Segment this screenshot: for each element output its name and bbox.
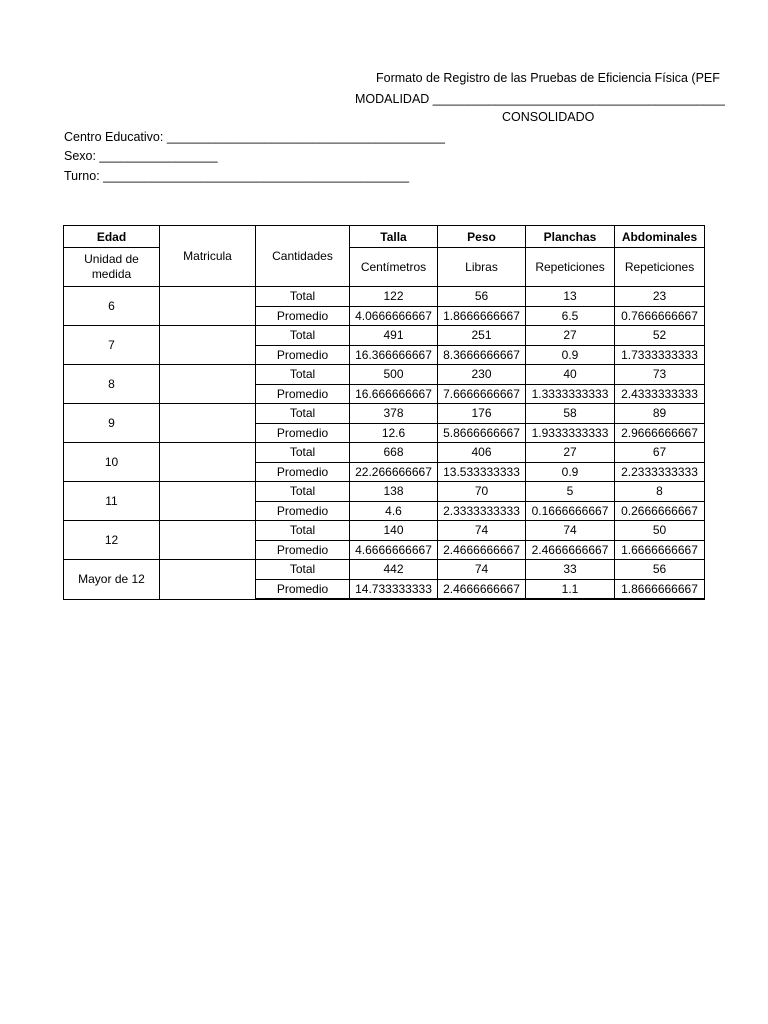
matricula-cell xyxy=(160,326,256,365)
promedio-label: Promedio xyxy=(256,540,350,560)
planchas-promedio-value: 1.9333333333 xyxy=(526,423,615,443)
total-label: Total xyxy=(256,521,350,541)
talla-unit: Centímetros xyxy=(350,248,438,287)
talla-header: Talla xyxy=(350,226,438,248)
abdominales-promedio-value: 2.4333333333 xyxy=(615,384,705,404)
planchas-total-value: 33 xyxy=(526,560,615,580)
abdominales-promedio-value: 2.9666666667 xyxy=(615,423,705,443)
abdominales-total-value: 56 xyxy=(615,560,705,580)
cantidades-header: Cantidades xyxy=(256,226,350,287)
matricula-cell xyxy=(160,560,256,600)
total-label: Total xyxy=(256,326,350,346)
peso-promedio-value: 2.4666666667 xyxy=(438,579,526,599)
peso-promedio-value: 13.533333333 xyxy=(438,462,526,482)
table-row xyxy=(64,326,705,346)
talla-promedio-value: 4.0666666667 xyxy=(350,306,438,326)
age-cell: Mayor de 12 xyxy=(64,560,160,600)
document-title: Formato de Registro de las Pruebas de Eficiencia Física (PEF xyxy=(376,71,720,85)
peso-total-value: 230 xyxy=(438,365,526,385)
abdominales-total-value: 52 xyxy=(615,326,705,346)
planchas-promedio-value: 1.1 xyxy=(526,579,615,599)
total-label: Total xyxy=(256,482,350,502)
age-cell: 12 xyxy=(64,521,160,560)
peso-promedio-value: 1.8666666667 xyxy=(438,306,526,326)
sexo-field: Sexo: _________________ xyxy=(64,149,218,163)
promedio-label: Promedio xyxy=(256,423,350,443)
total-label: Total xyxy=(256,404,350,424)
matricula-cell xyxy=(160,365,256,404)
table-row xyxy=(64,443,705,463)
abdominales-total-value: 50 xyxy=(615,521,705,541)
table-row xyxy=(64,404,705,424)
promedio-label: Promedio xyxy=(256,501,350,521)
promedio-label: Promedio xyxy=(256,462,350,482)
abdominales-promedio-value: 1.8666666667 xyxy=(615,579,705,599)
matricula-header: Matricula xyxy=(160,226,256,287)
peso-header: Peso xyxy=(438,226,526,248)
total-label: Total xyxy=(256,560,350,580)
peso-promedio-value: 2.4666666667 xyxy=(438,540,526,560)
abdominales-promedio-value: 1.7333333333 xyxy=(615,345,705,365)
talla-promedio-value: 4.6666666667 xyxy=(350,540,438,560)
talla-total-value: 491 xyxy=(350,326,438,346)
total-label: Total xyxy=(256,365,350,385)
age-cell: 11 xyxy=(64,482,160,521)
planchas-total-value: 27 xyxy=(526,443,615,463)
age-cell: 8 xyxy=(64,365,160,404)
matricula-cell xyxy=(160,404,256,443)
talla-promedio-value: 4.6 xyxy=(350,501,438,521)
table-row xyxy=(64,365,705,385)
abdominales-header: Abdominales xyxy=(615,226,705,248)
talla-total-value: 500 xyxy=(350,365,438,385)
promedio-label: Promedio xyxy=(256,384,350,404)
abdominales-promedio-value: 2.2333333333 xyxy=(615,462,705,482)
age-cell: 6 xyxy=(64,287,160,326)
planchas-promedio-value: 1.3333333333 xyxy=(526,384,615,404)
table-row xyxy=(64,560,705,580)
planchas-promedio-value: 0.9 xyxy=(526,345,615,365)
abdominales-promedio-value: 0.2666666667 xyxy=(615,501,705,521)
age-cell: 9 xyxy=(64,404,160,443)
turno-field: Turno: ____________________________________________ xyxy=(64,169,410,183)
matricula-cell xyxy=(160,287,256,326)
promedio-label: Promedio xyxy=(256,306,350,326)
planchas-total-value: 27 xyxy=(526,326,615,346)
planchas-promedio-value: 0.1666666667 xyxy=(526,501,615,521)
planchas-total-value: 74 xyxy=(526,521,615,541)
abdominales-total-value: 23 xyxy=(615,287,705,307)
age-cell: 10 xyxy=(64,443,160,482)
total-label: Total xyxy=(256,287,350,307)
peso-total-value: 176 xyxy=(438,404,526,424)
planchas-total-value: 13 xyxy=(526,287,615,307)
planchas-promedio-value: 0.9 xyxy=(526,462,615,482)
abdominales-unit: Repeticiones xyxy=(615,248,705,287)
planchas-promedio-value: 2.4666666667 xyxy=(526,540,615,560)
talla-total-value: 122 xyxy=(350,287,438,307)
edad-header: Edad xyxy=(64,226,160,248)
peso-total-value: 406 xyxy=(438,443,526,463)
header-row xyxy=(64,226,705,248)
talla-total-value: 378 xyxy=(350,404,438,424)
promedio-label: Promedio xyxy=(256,579,350,599)
talla-total-value: 442 xyxy=(350,560,438,580)
peso-promedio-value: 8.3666666667 xyxy=(438,345,526,365)
peso-promedio-value: 5.8666666667 xyxy=(438,423,526,443)
table-row xyxy=(64,521,705,541)
talla-promedio-value: 16.666666667 xyxy=(350,384,438,404)
promedio-label: Promedio xyxy=(256,345,350,365)
talla-promedio-value: 16.366666667 xyxy=(350,345,438,365)
peso-promedio-value: 2.3333333333 xyxy=(438,501,526,521)
talla-total-value: 138 xyxy=(350,482,438,502)
abdominales-promedio-value: 1.6666666667 xyxy=(615,540,705,560)
peso-promedio-value: 7.6666666667 xyxy=(438,384,526,404)
table-row xyxy=(64,287,705,307)
results-table xyxy=(63,225,705,600)
peso-total-value: 74 xyxy=(438,521,526,541)
modalidad-field: MODALIDAD __________________________________________ xyxy=(355,92,725,106)
abdominales-total-value: 8 xyxy=(615,482,705,502)
peso-total-value: 70 xyxy=(438,482,526,502)
planchas-total-value: 5 xyxy=(526,482,615,502)
table-row xyxy=(64,482,705,502)
unidad-medida-header: Unidad de medida xyxy=(64,248,160,287)
matricula-cell xyxy=(160,443,256,482)
abdominales-total-value: 67 xyxy=(615,443,705,463)
abdominales-promedio-value: 0.7666666667 xyxy=(615,306,705,326)
peso-total-value: 74 xyxy=(438,560,526,580)
centro-educativo-field: Centro Educativo: ________________________________________ xyxy=(64,130,445,144)
abdominales-total-value: 73 xyxy=(615,365,705,385)
consolidado-label: CONSOLIDADO xyxy=(502,110,595,124)
talla-promedio-value: 12.6 xyxy=(350,423,438,443)
talla-promedio-value: 22.266666667 xyxy=(350,462,438,482)
total-label: Total xyxy=(256,443,350,463)
planchas-total-value: 40 xyxy=(526,365,615,385)
talla-total-value: 668 xyxy=(350,443,438,463)
planchas-promedio-value: 6.5 xyxy=(526,306,615,326)
peso-unit: Libras xyxy=(438,248,526,287)
peso-total-value: 56 xyxy=(438,287,526,307)
talla-promedio-value: 14.733333333 xyxy=(350,579,438,599)
planchas-unit: Repeticiones xyxy=(526,248,615,287)
age-cell: 7 xyxy=(64,326,160,365)
abdominales-total-value: 89 xyxy=(615,404,705,424)
peso-total-value: 251 xyxy=(438,326,526,346)
planchas-header: Planchas xyxy=(526,226,615,248)
matricula-cell xyxy=(160,482,256,521)
planchas-total-value: 58 xyxy=(526,404,615,424)
talla-total-value: 140 xyxy=(350,521,438,541)
matricula-cell xyxy=(160,521,256,560)
